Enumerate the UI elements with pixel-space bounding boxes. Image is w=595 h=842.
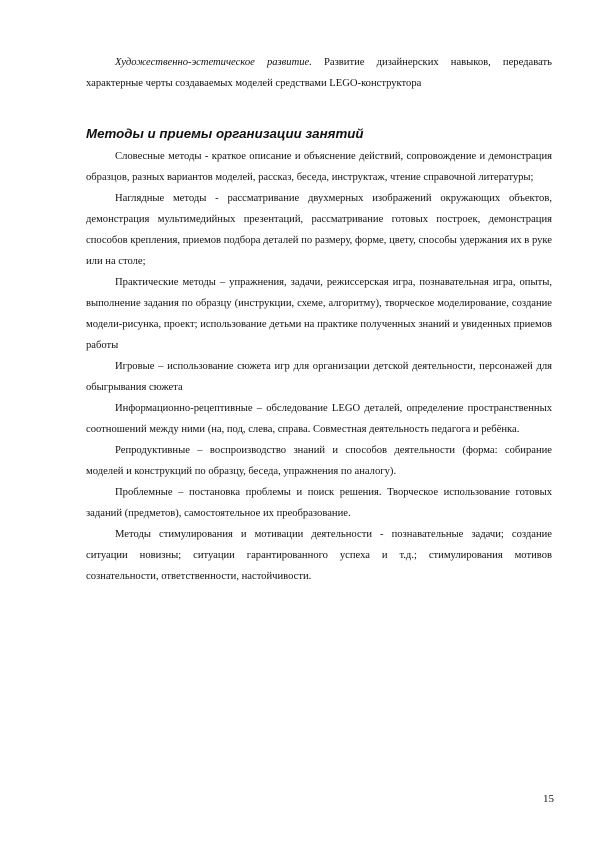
paragraph-stimulation-methods: Методы стимулирования и мотивации деятельности - познавательные задачи; создание ситуации новизны; ситуации гарантированного успеха и т.д.; стимулирования мотивов сознательности, ответственности, настойчивости. [86,529,552,582]
paragraph-visual-methods: Наглядные методы - рассматривание двухмерных изображений окружающих объектов, демонстрация мультимедийных презентаций, рассматривание готовых построек, демонстрация способов крепления, приемов подбора деталей по размеру, форме, цвету, способы удержания их в руке или на столе; [86,193,552,267]
document-page [86,52,552,587]
paragraph-reproductive: Репродуктивные – воспроизводство знаний и способов деятельности (форма: собирание моделей и конструкций по образцу, беседа, упражнения по аналогу). [86,445,552,477]
paragraph-game-methods: Игровые – использование сюжета игр для организации детской деятельности, персонажей для обыгрывания сюжета [86,361,552,393]
intro-paragraph [86,52,552,94]
paragraph-practical-methods: Практические методы – упражнения, задачи, режиссерская игра, познавательная игра, опыты, выполнение задания по образцу (инструкции, схеме, алгоритму), творческое моделирование, создание модели-рисунка, проект; использование детьми на практике полученных знаний и увиденных приемов работы [86,277,552,351]
paragraph-problem-methods: Проблемные – постановка проблемы и поиск решения. Творческое использование готовых заданий (предметов), самостоятельное их преобразование. [86,487,552,519]
intro-text: Развитие дизайнерских навыков, передавать характерные черты создаваемых моделей средствами LEGO-конструктора [86,57,553,89]
intro-lead: Художественно-эстетическое развитие. [115,57,312,68]
paragraph-information-receptive: Информационно-рецептивные – обследование LEGO деталей, определение пространственных соотношений между ними (на, под, слева, справа. Совместная деятельность педагога и ребёнка. [86,403,552,435]
paragraph-verbal-methods: Словесные методы - краткое описание и объяснение действий, сопровождение и демонстрация образцов, разных вариантов моделей, рассказ, беседа, инструктаж, чтение справочной литературы; [86,151,552,183]
section-title: Методы и приемы организации занятий [86,126,364,141]
page-number: 15 [543,793,554,805]
